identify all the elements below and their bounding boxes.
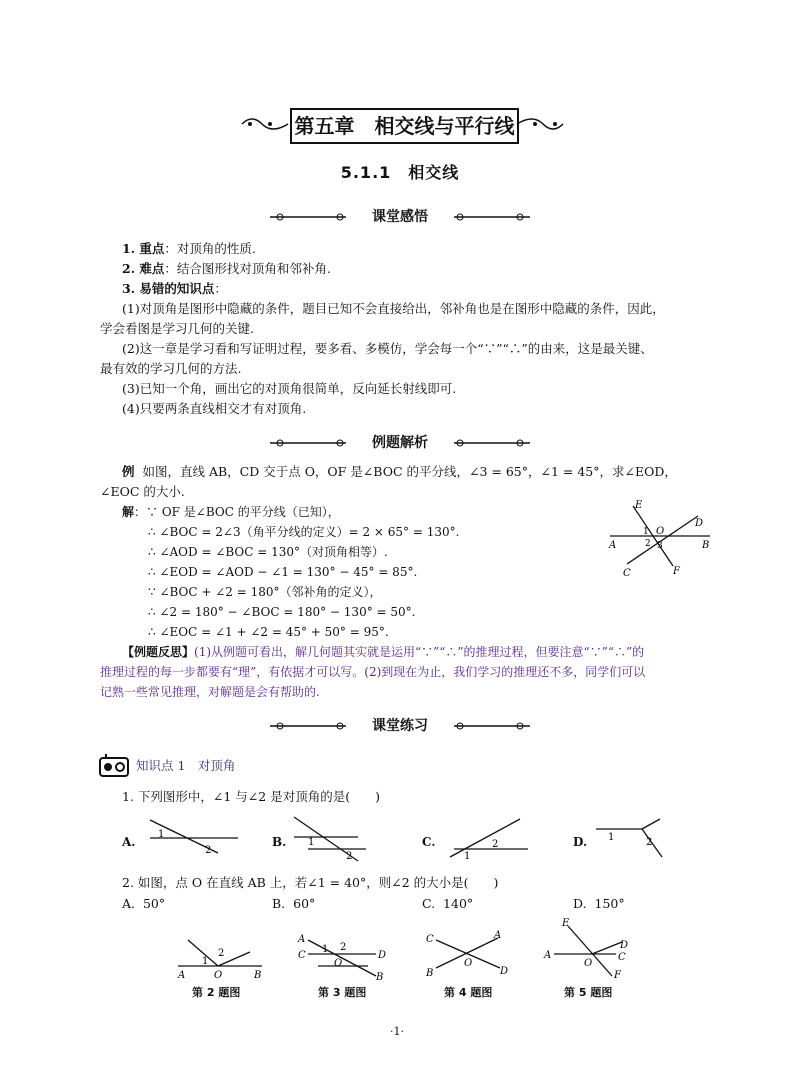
angle-label-1: 1 [464, 851, 471, 862]
figure-q2 [170, 930, 270, 982]
bar-right-ornament-icon [450, 210, 540, 224]
solution-line-2: ∴ ∠BOC = 2∠3（角平分线的定义）= 2 × 65° = 130°. [148, 525, 460, 539]
figure-q5 [540, 916, 630, 982]
fig4-label-O: O [464, 958, 473, 969]
insight-difficulty [122, 259, 331, 279]
example-text-1: 如图，直线 AB，CD 交于点 O，OF 是∠BOC 的平分线，∠3 = 65°，∠1 = 45°，求∠EOD， [142, 464, 677, 479]
angle-label-2: 2 [492, 839, 499, 850]
solution-line-6: ∴ ∠2 = 180° − ∠BOC = 180° − 130° = 50°. [148, 605, 416, 619]
fig4-label-C: C [426, 934, 434, 945]
fig-label-F: F [673, 566, 680, 577]
bar-left-ornament-icon [260, 210, 350, 224]
solution-line-7: ∴ ∠EOC = ∠1 + ∠2 = 45° + 50° = 95°. [148, 625, 389, 639]
q2-option-A-label: A. [122, 896, 136, 911]
bar-label: 例题解析 [372, 435, 428, 451]
q2-option-B[interactable] [272, 894, 315, 914]
solution-label: 解 [122, 505, 135, 519]
fig2-angle-1: 1 [202, 956, 209, 967]
q2-option-C-value: 140° [443, 896, 474, 911]
error-prone-colon: ： [214, 281, 227, 296]
q2-option-D-value: 150° [594, 896, 625, 911]
angle-label-1: 1 [608, 832, 615, 843]
reflection-line-3: 记熟一些常见推理，对解题是会有帮助的. [100, 685, 320, 699]
fig5-label-F: F [614, 970, 621, 981]
angle-label-2: 2 [646, 837, 653, 848]
fig5-label-A: A [544, 950, 552, 961]
fig5-label-C: C [618, 952, 626, 963]
reflection-line-1 [122, 642, 644, 662]
q2-option-D[interactable] [573, 894, 625, 914]
figure-q4-caption: 第 4 题图 [444, 986, 493, 999]
example-line-1 [122, 462, 677, 482]
section-bar-examples [0, 432, 800, 454]
fig-label-C: C [623, 568, 631, 579]
fig3-label-D: D [378, 950, 387, 961]
q2-option-A[interactable] [122, 894, 165, 914]
q2-option-B-label: B. [272, 896, 286, 911]
figure-q3 [290, 930, 390, 982]
q1-option-D-figure[interactable] [590, 815, 670, 865]
insight-item-4: (4)只要两条直线相交才有对顶角. [122, 401, 307, 416]
example-label: 例 [122, 464, 135, 479]
fig4-label-B: B [426, 968, 434, 979]
difficulty-label: 2. 难点 [122, 261, 165, 276]
q2-option-D-label: D. [573, 896, 587, 911]
q1-option-B-label[interactable]: B. [272, 835, 287, 849]
solution-line-5: ∵ ∠BOC + ∠2 = 180°（邻补角的定义）， [148, 585, 382, 599]
q1-text: 1. 下列图形中，∠1 与∠2 是对顶角的是( ) [122, 789, 380, 804]
section-title: 5.1.1 相交线 [340, 163, 460, 182]
q1-option-D-label[interactable]: D. [573, 835, 588, 849]
fig3-label-A: A [298, 934, 306, 945]
chapter-title: 第五章 相交线与平行线 [290, 108, 519, 144]
angle-label-1: 1 [158, 829, 165, 840]
bar-left-ornament-icon [260, 719, 350, 733]
q1-option-B-figure[interactable] [288, 815, 378, 865]
knowledge-point-icon [98, 752, 132, 778]
section-bar-insight [0, 206, 800, 228]
key-point-label: 1. 重点 [122, 241, 165, 256]
fig3-label-B: B [376, 972, 384, 982]
bar-left-ornament-icon [260, 436, 350, 450]
q1-option-C-label[interactable]: C. [422, 835, 436, 849]
fig2-label-O: O [214, 970, 223, 981]
left-ornament-icon [240, 114, 290, 134]
fig-angle-2: 2 [645, 539, 651, 549]
q2-text: 2. 如图，点 O 在直线 AB 上，若∠1 = 40°，则∠2 的大小是( ) [122, 875, 499, 890]
q2-option-B-value: 60° [293, 896, 316, 911]
reflection-text-1: (1)从例题可看出，解几何题其实就是运用“∵”“∴”的推理过程，但要注意“∵”“∴”的 [194, 645, 645, 659]
fig-label-D: D [695, 518, 704, 529]
fig5-label-O: O [584, 958, 593, 969]
figure-q3-caption: 第 3 题图 [318, 986, 367, 999]
bar-label: 课堂练习 [372, 718, 428, 734]
fig3-label-O: O [334, 958, 343, 969]
solution-line-3: ∴ ∠AOD = ∠BOC = 130°（对顶角相等）. [148, 545, 388, 559]
insight-item-3: (3)已知一个角，画出它的对顶角很简单，反向延长射线即可. [122, 381, 457, 396]
angle-label-2: 2 [346, 851, 353, 862]
figure-q2-caption: 第 2 题图 [192, 986, 241, 999]
difficulty-text: ：结合图形找对顶角和邻补角. [164, 261, 331, 276]
fig2-label-A: A [178, 970, 186, 981]
insight-item-2a: (2)这一章是学习看和写证明过程，要多看、多模仿，学会每一个“∵”“∴”的由来，这是最关键、 [122, 341, 653, 356]
bar-right-ornament-icon [450, 436, 540, 450]
insight-item-1b: 学会看图是学习几何的关键. [100, 321, 254, 336]
reflection-label: 【例题反思】 [122, 645, 195, 659]
insight-error-prone [122, 279, 227, 299]
fig2-label-B: B [254, 970, 262, 981]
figure-q5-caption: 第 5 题图 [564, 986, 613, 999]
q2-option-C-label: C. [422, 896, 436, 911]
fig3-angle-1: 1 [322, 944, 329, 955]
fig-label-E: E [635, 500, 643, 511]
q2-option-A-value: 50° [142, 896, 166, 911]
fig4-label-D: D [500, 966, 509, 977]
fig5-label-D: D [620, 940, 629, 951]
solution-text-1: ：∵ OF 是∠BOC 的平分线（已知）， [134, 505, 340, 519]
fig-angle-3: 3 [657, 541, 663, 551]
fig-angle-1: 1 [643, 527, 649, 537]
example-line-2: ∠EOC 的大小. [100, 484, 185, 499]
insight-key-point [122, 239, 256, 259]
insight-item-2b: 最有效的学习几何的方法. [100, 361, 242, 376]
knowledge-point-label: 知识点 1 对顶角 [136, 758, 236, 773]
example-figure [605, 498, 715, 580]
bar-right-ornament-icon [450, 719, 540, 733]
bar-label: 课堂感悟 [372, 209, 428, 225]
fig-label-A: A [609, 540, 617, 551]
q1-option-A-figure[interactable] [140, 815, 240, 865]
section-bar-practice [0, 715, 800, 737]
fig-label-O: O [656, 526, 665, 537]
fig5-label-E: E [562, 918, 570, 929]
q2-option-C[interactable] [422, 894, 473, 914]
fig3-label-C: C [298, 950, 306, 961]
key-point-text: ：对顶角的性质. [164, 241, 256, 256]
fig4-label-A: A [494, 930, 502, 941]
fig-label-B: B [702, 540, 710, 551]
solution-line-1 [122, 502, 340, 522]
insight-item-1a: (1)对顶角是图形中隐藏的条件，题目已知不会直接给出，邻补角也是在图形中隐藏的条件，因此， [122, 301, 665, 316]
right-ornament-icon [515, 114, 565, 134]
solution-line-4: ∴ ∠EOD = ∠AOD − ∠1 = 130° − 45° = 85°. [148, 565, 418, 579]
reflection-line-2: 推理过程的每一步都要有“理”，有依据才可以写。(2)到现在为止，我们学习的推理还不多，同学们可以 [100, 665, 646, 679]
fig3-angle-2: 2 [340, 942, 347, 953]
q1-option-C-figure[interactable] [440, 815, 530, 865]
q1-option-A-label[interactable]: A. [122, 835, 136, 849]
angle-label-2: 2 [205, 845, 212, 856]
chapter-banner [0, 98, 800, 148]
page-number: ·1· [390, 1025, 404, 1038]
angle-label-1: 1 [308, 837, 315, 848]
fig2-angle-2: 2 [218, 948, 225, 959]
figure-q4 [420, 926, 520, 982]
error-prone-label: 3. 易错的知识点 [122, 281, 215, 296]
